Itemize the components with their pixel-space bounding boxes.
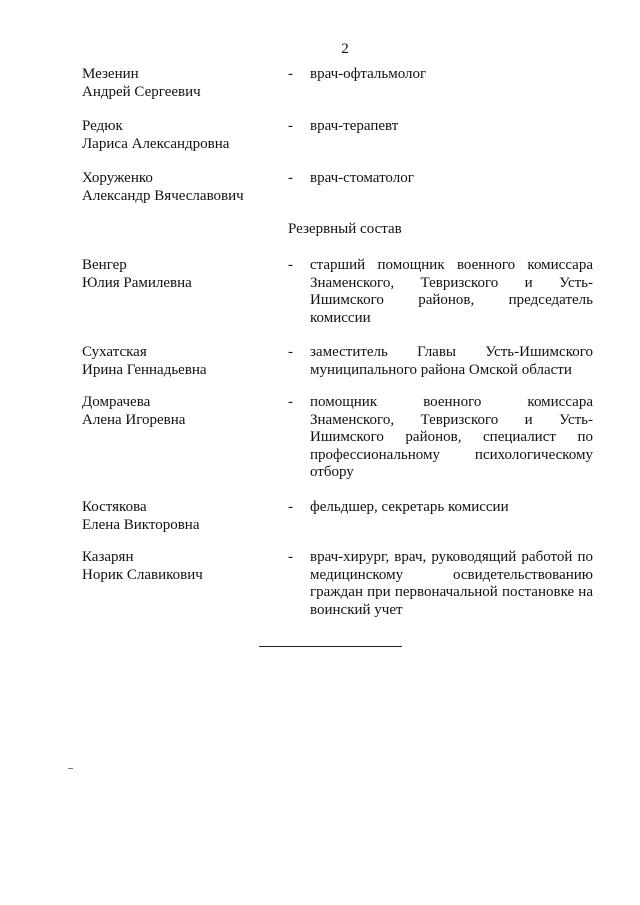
reserve-heading: Резервный состав [288, 221, 402, 237]
dash-separator: - [288, 499, 293, 515]
member-surname: Домрачева [82, 394, 151, 410]
dash-separator: - [288, 170, 293, 186]
member-role: заместитель Главы Усть-Ишимского муниципального района Омской области [310, 344, 593, 378]
end-divider [259, 646, 402, 647]
member-name [82, 394, 282, 429]
member-name [82, 257, 282, 292]
dash-separator: - [288, 344, 293, 360]
member-name [82, 118, 282, 153]
member-given-names: Алена Игоревна [82, 411, 186, 428]
member-surname: Костякова [82, 499, 147, 515]
member-surname: Венгер [82, 257, 127, 273]
dash-separator: - [288, 394, 293, 410]
member-given-names: Ирина Геннадьевна [82, 361, 207, 378]
member-surname: Казарян [82, 549, 134, 565]
member-name [82, 549, 282, 584]
member-surname: Сухатская [82, 344, 147, 360]
member-role: помощник военного комиссара Знаменского, Тевризского и Усть-Ишимского районов, специалист по профессиональному психологическому отбору [310, 394, 593, 480]
member-given-names: Норик Славикович [82, 566, 203, 583]
member-role: врач-терапевт [310, 118, 399, 134]
member-role: врач-офтальмолог [310, 66, 427, 82]
member-surname: Мезенин [82, 66, 139, 82]
member-given-names: Александр Вячеславович [82, 187, 244, 204]
member-name [82, 499, 282, 534]
dash-separator: - [288, 257, 293, 273]
member-role: фельдшер, секретарь комиссии [310, 499, 509, 515]
member-name [82, 344, 282, 379]
dash-separator: - [288, 66, 293, 82]
member-given-names: Юлия Рамилевна [82, 274, 192, 291]
member-role: старший помощник военного комиссара Знаменского, Тевризского и Усть-Ишимского районов, председатель комиссии [310, 257, 593, 326]
member-name [82, 170, 282, 205]
member-role: врач-хирург, врач, руководящий работой по медицинскому освидетельствованию граждан при первоначальной постановке на воинский учет [310, 549, 593, 618]
member-given-names: Елена Викторовна [82, 516, 200, 533]
dash-separator: - [288, 549, 293, 565]
member-role: врач-стоматолог [310, 170, 414, 186]
member-surname: Редюк [82, 118, 123, 134]
dash-separator: - [288, 118, 293, 134]
page-number: 2 [341, 41, 349, 57]
margin-mark [68, 768, 73, 769]
member-surname: Хоруженко [82, 170, 153, 186]
member-name [82, 66, 282, 101]
member-given-names: Лариса Александровна [82, 135, 230, 152]
member-given-names: Андрей Сергеевич [82, 83, 201, 100]
